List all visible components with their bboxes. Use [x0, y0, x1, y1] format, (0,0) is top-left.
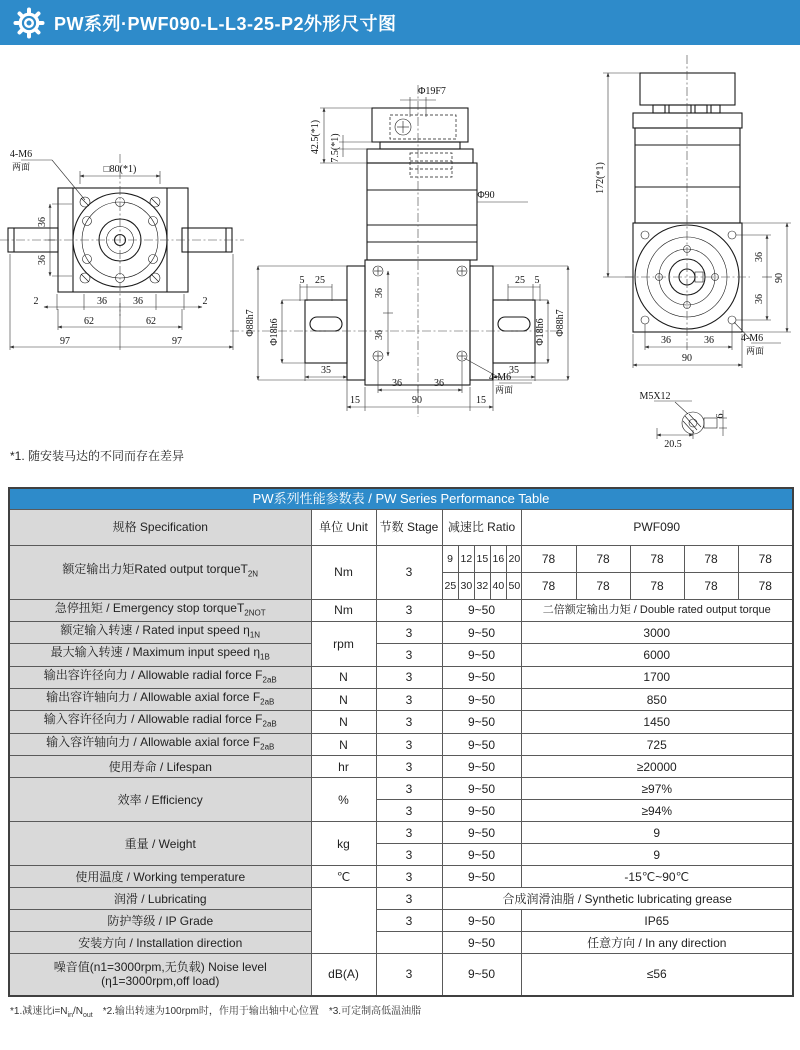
- unit-cell: Nm: [311, 545, 376, 599]
- dim-label: Φ18h6: [269, 318, 280, 346]
- ratio-cell: 9~50: [442, 954, 521, 996]
- unit-cell: hr: [311, 756, 376, 778]
- dim-label: 36: [754, 294, 765, 304]
- unit-cell: N: [311, 666, 376, 688]
- unit-cell: N: [311, 711, 376, 733]
- stage-cell: 3: [376, 778, 442, 800]
- dim-label: 两面: [494, 385, 514, 395]
- unit-cell: Nm: [311, 599, 376, 621]
- col-header-stage: 节数 Stage: [376, 509, 442, 545]
- side-centerlines: [625, 55, 750, 342]
- value-subcell: 78: [738, 572, 793, 599]
- stage-cell: 3: [376, 644, 442, 666]
- dim-label: 62: [146, 316, 156, 327]
- stage-cell: 3: [376, 866, 442, 888]
- top-dimensions: [258, 97, 568, 411]
- stage-cell: 3: [376, 800, 442, 822]
- drawing-note: *1. 随安装马达的不同而存在差异: [10, 449, 185, 463]
- dim-label: 90: [412, 395, 422, 406]
- dim-label: 36: [374, 288, 385, 298]
- dim-label: 35: [321, 365, 331, 376]
- value-cell: 1700: [521, 666, 793, 688]
- spec-cell: 急停扭矩 / Emergency stop torqueT$_{2NOT}$: [9, 599, 311, 621]
- spec-cell: 输入容许径向力 / Allowable radial force $F_{2aB}$: [9, 711, 311, 733]
- dim-label: 20.5: [664, 439, 682, 450]
- value-cell: 1450: [521, 711, 793, 733]
- ratio-cell: 9~50: [442, 778, 521, 800]
- value-cell: 850: [521, 689, 793, 711]
- top-view-drawing: [230, 55, 575, 455]
- value-subcell: 78: [521, 545, 576, 572]
- ratio-cell: 9~50: [442, 844, 521, 866]
- value-subcell: 78: [684, 545, 738, 572]
- dim-label: 两面: [11, 162, 31, 172]
- value-cell: ≤56: [521, 954, 793, 996]
- ratio-cell: 9~50: [442, 599, 521, 621]
- spec-cell: 重量 / Weight: [9, 822, 311, 866]
- dim-label: 36: [434, 378, 444, 389]
- spec-cell: 使用寿命 / Lifespan: [9, 756, 311, 778]
- ratio-subcell: 32: [474, 572, 490, 599]
- dim-label: 36: [661, 335, 671, 346]
- stage-cell: 3: [376, 711, 442, 733]
- ratio-subcell: 12: [458, 545, 474, 572]
- ratio-subcell: 40: [490, 572, 506, 599]
- unit-cell-empty: [311, 888, 376, 954]
- value-cell: 9: [521, 844, 793, 866]
- value-cell: IP65: [521, 910, 793, 932]
- dim-label: M5X12: [639, 391, 671, 402]
- stage-cell: 3: [376, 689, 442, 711]
- dim-label: 42.5(*1): [310, 119, 321, 155]
- unit-cell: ℃: [311, 866, 376, 888]
- spec-cell: 最大输入转速 / Maximum input speed $\eta_{1B}$: [9, 644, 311, 666]
- stage-cell: 3: [376, 599, 442, 621]
- stage-cell-empty: [376, 932, 442, 954]
- spec-cell: 输入容许轴向力 / Allowable axial force $F_{2aB}$: [9, 733, 311, 755]
- front-view-drawing: [0, 110, 260, 360]
- value-cell: 9: [521, 822, 793, 844]
- ratio-cell: 9~50: [442, 866, 521, 888]
- dim-label: 25: [315, 275, 325, 286]
- title-bar: [0, 0, 800, 45]
- ratio-subcell: 25: [442, 572, 458, 599]
- dim-label: Φ19F7: [418, 86, 446, 97]
- spec-cell: 安装方向 / Installation direction: [9, 932, 311, 954]
- ratio-cell: 9~50: [442, 711, 521, 733]
- performance-table: [8, 487, 794, 997]
- stage-cell: 3: [376, 844, 442, 866]
- stage-cell: 3: [376, 756, 442, 778]
- dim-label: 15: [350, 395, 360, 406]
- ratio-cell: 9~50: [442, 910, 521, 932]
- dim-label: 36: [754, 252, 765, 262]
- stage-cell: 3: [376, 954, 442, 996]
- side-shaft-detail: [682, 412, 717, 434]
- value-subcell: 78: [738, 545, 793, 572]
- unit-cell: N: [311, 689, 376, 711]
- spec-cell: 防护等级 / IP Grade: [9, 910, 311, 932]
- ratio-cell: 9~50: [442, 621, 521, 643]
- dim-label: 97: [172, 336, 182, 347]
- dim-label: Φ18h6: [535, 318, 546, 346]
- dim-label: 4-M6: [740, 333, 764, 344]
- ratio-subcell: 16: [490, 545, 506, 572]
- value-subcell: 78: [684, 572, 738, 599]
- value-cell: -15℃~90℃: [521, 866, 793, 888]
- value-cell: 任意方向 / In any direction: [521, 932, 793, 954]
- side-details: [641, 231, 736, 324]
- dim-label: 97: [60, 336, 70, 347]
- stage-cell: 3: [376, 666, 442, 688]
- ratio-cell: 9~50: [442, 733, 521, 755]
- dim-label: 36: [97, 296, 107, 307]
- col-header-model: PWF090: [521, 509, 793, 545]
- top-details: [373, 119, 467, 361]
- value-subcell: 78: [576, 572, 630, 599]
- unit-cell: %: [311, 778, 376, 822]
- gear-icon: [14, 8, 44, 38]
- value-cell: ≥94%: [521, 800, 793, 822]
- dim-label: 25: [515, 275, 525, 286]
- dim-label: 15: [476, 395, 486, 406]
- footnote: *1.减速比$i=N_{in}/N_{out}$ *2.输出转速为100rpm时，作用于输出轴中心位置 *3.可定制高低温油脂: [10, 1006, 422, 1019]
- spec-cell: 额定输出力矩Rated output torqueT$_{2N}$: [9, 545, 311, 599]
- stage-cell: 3: [376, 822, 442, 844]
- value-subcell: 78: [576, 545, 630, 572]
- col-header-spec: 规格 Specification: [9, 509, 311, 545]
- value-cell: 二倍额定输出力矩 / Double rated output torque: [521, 599, 793, 621]
- dim-label: 35: [509, 365, 519, 376]
- value-cell: 725: [521, 733, 793, 755]
- table-title: PW系列性能参数表 / PW Series Performance Table: [9, 488, 793, 509]
- dim-label: Φ90: [477, 190, 495, 201]
- stage-cell: 3: [376, 545, 442, 599]
- dim-label: 36: [704, 335, 714, 346]
- side-outline: [633, 73, 742, 332]
- dim-label: 5: [534, 275, 540, 286]
- dim-label: 36: [374, 330, 385, 340]
- value-subcell: 78: [630, 572, 684, 599]
- ratio-cell: 9~50: [442, 666, 521, 688]
- spec-cell: 额定输入转速 / Rated input speed $\eta_{1N}$: [9, 621, 311, 643]
- ratio-subcell: 30: [458, 572, 474, 599]
- spec-cell: 效率 / Efficiency: [9, 778, 311, 822]
- spec-cell: 润滑 / Lubricating: [9, 888, 311, 910]
- ratio-subcell: 20: [506, 545, 521, 572]
- value-cell: 6000: [521, 644, 793, 666]
- dim-label: 2: [202, 296, 208, 307]
- top-hidden-lines: [390, 115, 456, 177]
- ratio-subcell: 15: [474, 545, 490, 572]
- dim-label: Φ88h7: [555, 309, 566, 337]
- value-subcell: 78: [521, 572, 576, 599]
- ratio-cell: 9~50: [442, 822, 521, 844]
- unit-cell: rpm: [311, 621, 376, 666]
- dim-label: 6: [715, 413, 726, 419]
- page-title: PW系列·PWF090-L-L3-25-P2外形尺寸图: [54, 13, 397, 34]
- ratio-subcell: 50: [506, 572, 521, 599]
- unit-cell: dB(A): [311, 954, 376, 996]
- spec-cell: 使用温度 / Working temperature: [9, 866, 311, 888]
- spec-cell: 噪音值(n1=3000rpm,无负载) Noise level (η1=3000rpm,off load): [9, 954, 311, 996]
- dim-label: 7.5(*1): [330, 133, 341, 163]
- dim-label: Φ88h7: [245, 309, 256, 337]
- dim-label: 4-M6: [488, 372, 512, 383]
- dim-label: 4-M6: [9, 149, 33, 160]
- dim-label: 36: [37, 255, 48, 265]
- value-cell: ≥20000: [521, 756, 793, 778]
- dim-label: 90: [682, 353, 692, 364]
- dim-label: 两面: [745, 346, 765, 356]
- col-header-unit: 单位 Unit: [311, 509, 376, 545]
- value-cell: 合成润滑油脂 / Synthetic lubricating grease: [442, 888, 793, 910]
- side-view-drawing: [595, 50, 800, 450]
- ratio-cell: 9~50: [442, 689, 521, 711]
- ratio-cell: 9~50: [442, 800, 521, 822]
- spec-cell: 输出容许轴向力 / Allowable axial force $F_{2aB}$: [9, 689, 311, 711]
- spec-cell: 输出容许径向力 / Allowable radial force $F_{2aB}$: [9, 666, 311, 688]
- value-cell: 3000: [521, 621, 793, 643]
- col-header-ratio: 减速比 Ratio: [442, 509, 521, 545]
- dim-label: 2: [33, 296, 39, 307]
- dim-label: 172(*1): [595, 162, 606, 194]
- ratio-cell: 9~50: [442, 932, 521, 954]
- unit-cell: N: [311, 733, 376, 755]
- dim-label: 36: [37, 217, 48, 227]
- dim-label: 36: [133, 296, 143, 307]
- ratio-cell: 9~50: [442, 644, 521, 666]
- dim-label: 5: [299, 275, 305, 286]
- dim-label: 62: [84, 316, 94, 327]
- dim-label: 90: [774, 273, 785, 283]
- ratio-subcell: 9: [442, 545, 458, 572]
- value-subcell: 78: [630, 545, 684, 572]
- ratio-cell: 9~50: [442, 756, 521, 778]
- value-cell: ≥97%: [521, 778, 793, 800]
- dim-label: 36: [392, 378, 402, 389]
- stage-cell: 3: [376, 621, 442, 643]
- unit-cell: kg: [311, 822, 376, 866]
- stage-cell: 3: [376, 910, 442, 932]
- stage-cell: 3: [376, 888, 442, 910]
- dim-label: □80(*1): [103, 164, 137, 175]
- stage-cell: 3: [376, 733, 442, 755]
